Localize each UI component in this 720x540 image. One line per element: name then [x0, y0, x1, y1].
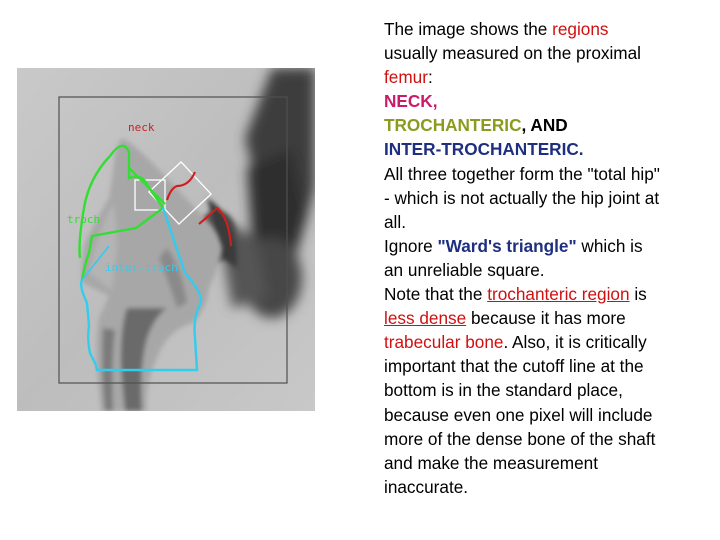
caption-text: , AND: [521, 115, 568, 136]
caption-intertroch-term: INTER-TROCHANTERIC.: [384, 139, 584, 160]
caption-text: an unreliable square.: [384, 259, 545, 280]
caption-troch-region-term: trochanteric region: [487, 284, 630, 305]
caption-text: inaccurate.: [384, 476, 469, 497]
caption-text: and make the measurement: [384, 452, 599, 473]
caption-text: more of the dense bone of the shaft: [384, 428, 656, 449]
caption-text: :: [427, 67, 433, 88]
caption-troch-term: TROCHANTERIC: [384, 115, 522, 136]
troch-label: troch: [67, 213, 101, 226]
caption-trabecular-term: trabecular bone: [384, 332, 504, 353]
intertroch-label: inter-troch: [105, 261, 178, 274]
caption-text: Ignore: [384, 235, 438, 256]
femur-dxa-scan-image: [17, 68, 315, 411]
caption-text: usually measured on the proximal: [384, 43, 641, 64]
caption-text: - which is not actually the hip joint at: [384, 187, 660, 208]
caption-text: regions: [552, 19, 609, 39]
caption-wards-term: "Ward's triangle": [437, 235, 577, 256]
caption-text: is: [629, 284, 647, 305]
caption-less-dense-term: less dense: [384, 308, 467, 329]
caption-text: all.: [384, 211, 406, 232]
caption-neck-term: NECK,: [384, 91, 438, 112]
caption-text: Note that the: [384, 284, 488, 305]
caption-text: femur: [384, 67, 428, 88]
caption-text: because even one pixel will include: [384, 404, 653, 425]
caption-text: bottom is in the standard place,: [384, 380, 623, 401]
caption-text: . Also, it is critically: [503, 332, 647, 353]
neck-label: neck: [128, 121, 155, 134]
caption-text: important that the cutoff line at the: [384, 356, 644, 377]
caption-text: because it has more: [466, 308, 626, 329]
explanation-text: [384, 17, 714, 499]
caption-text: The image shows the: [384, 19, 553, 39]
caption-text: which is: [576, 235, 643, 256]
caption-text: All three together form the "total hip": [384, 163, 660, 184]
